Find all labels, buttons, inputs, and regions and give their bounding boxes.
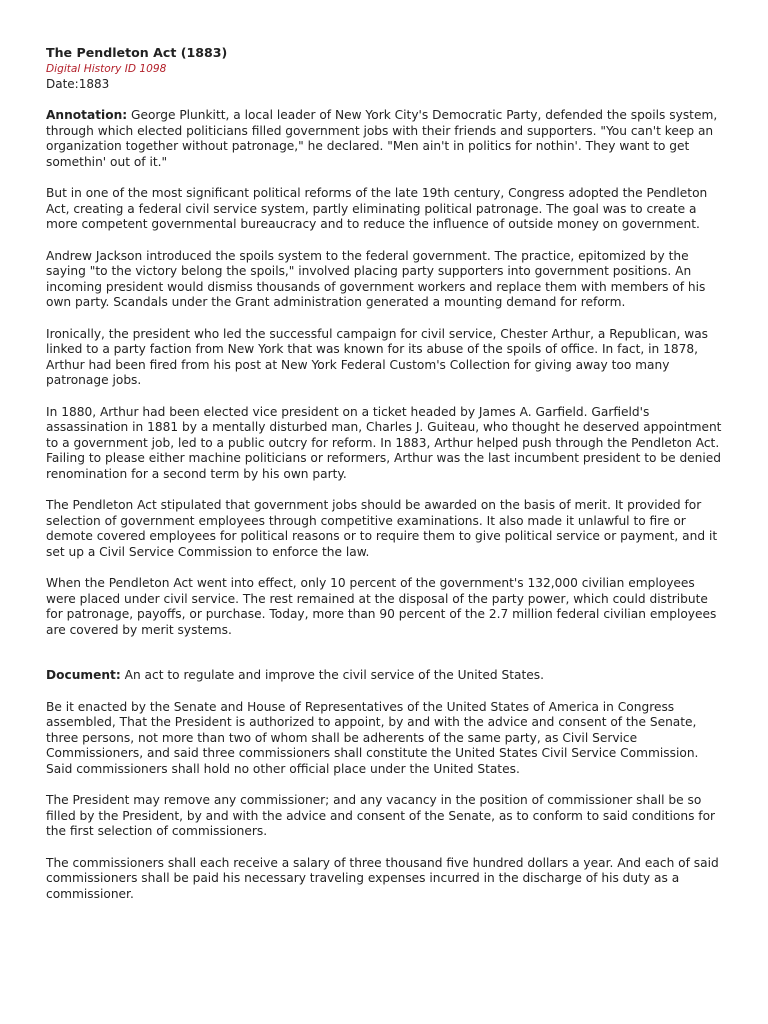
document-paragraph-2: Be it enacted by the Senate and House of Representatives of the United States of America in Congress assembled, That the President is authorized to appoint, by and with the advice and consent of the Senate, three persons, not more than two of whom shall be adherents of the same party, as Civil Service Commissioners, and said three commissioners shall constitute the United States Civil Service Commission. Said commissioners shall hold no other official place under the United States.	[46, 699, 699, 776]
source-id: Digital History ID 1098	[46, 63, 167, 75]
document-paragraph-4: The commissioners shall each receive a salary of three thousand five hundred dollars a year. And each of said commissioners shall be paid his necessary traveling expenses incurred in the discharge of his duty as a commissioner.	[46, 855, 719, 901]
date-value: 1883	[78, 77, 110, 91]
annotation-paragraph-5: In 1880, Arthur had been elected vice president on a ticket headed by James A. Garfield. Garfield's assassination in 1881 by a mentally disturbed man, Charles J. Guiteau, who thought he deserved appointment to a government job, led to a public outcry for reform. In 1883, Arthur helped push through the Pendleton Act. Failing to please either machine politicians or reformers, Arthur was the last incumbent president to be denied renomination for a second term by his own party.	[46, 404, 722, 481]
document-page	[46, 45, 724, 918]
annotation-paragraph-2: But in one of the most significant political reforms of the late 19th century, Congress adopted the Pendleton Act, creating a federal civil service system, partly eliminating political patronage. The goal was to create a more competent governmental bureaucracy and to reduce the influence of outside money on government.	[46, 186, 708, 231]
annotation-paragraph-7: When the Pendleton Act went into effect, only 10 percent of the government's 132,000 civilian employees were placed under civil service. The rest remained at the disposal of the party power, which could distribute for patronage, payoffs, or purchase. Today, more than 90 percent of the 2.7 million federal civilian employees are covered by merit systems.	[46, 576, 717, 637]
document-paragraph-3: The President may remove any commissioner; and any vacancy in the position of commissioner shall be so filled by the President, by and with the advice and consent of the Senate, as to conform to said conditions for the first selection of commissioners.	[46, 793, 716, 838]
document-text-1: An act to regulate and improve the civil service of the United States.	[120, 668, 545, 682]
date-label: Date:	[46, 77, 79, 91]
page-title: The Pendleton Act (1883)	[46, 45, 228, 60]
document-label: Document:	[46, 668, 121, 682]
annotation-label: Annotation:	[46, 108, 128, 122]
date-line	[46, 76, 724, 92]
annotation-paragraph-4: Ironically, the president who led the successful campaign for civil service, Chester Arthur, a Republican, was linked to a party faction from New York that was known for its abuse of the spoils of office. In fact, in 1878, Arthur had been fired from his post at New York Federal Custom's Collection for giving away too many patronage jobs.	[46, 326, 709, 387]
annotation-paragraph-6: The Pendleton Act stipulated that government jobs should be awarded on the basis of merit. It provided for selection of government employees through competitive examinations. It also made it unlawful to fire or demote covered employees for political reasons or to require them to give political service or payment, and it set up a Civil Service Commission to enforce the law.	[46, 498, 718, 559]
annotation-text-1: George Plunkitt, a local leader of New York City's Democratic Party, defended the spoils system, through which elected politicians filled government jobs with their friends and supporters. "You can't keep an organization together without patronage," he declared. "Men ain't in politics for nothin'. They want to get somethin' out of it."	[46, 108, 718, 169]
annotation-paragraph-3: Andrew Jackson introduced the spoils system to the federal government. The practice, epitomized by the saying "to the victory belong the spoils," involved placing party supporters into government positions. An incoming president would dismiss thousands of government workers and replace them with members of his own party. Scandals under the Grant administration generated a mounting demand for reform.	[46, 248, 706, 309]
document-paragraph-1	[46, 668, 724, 684]
annotation-paragraph-1	[46, 108, 724, 170]
